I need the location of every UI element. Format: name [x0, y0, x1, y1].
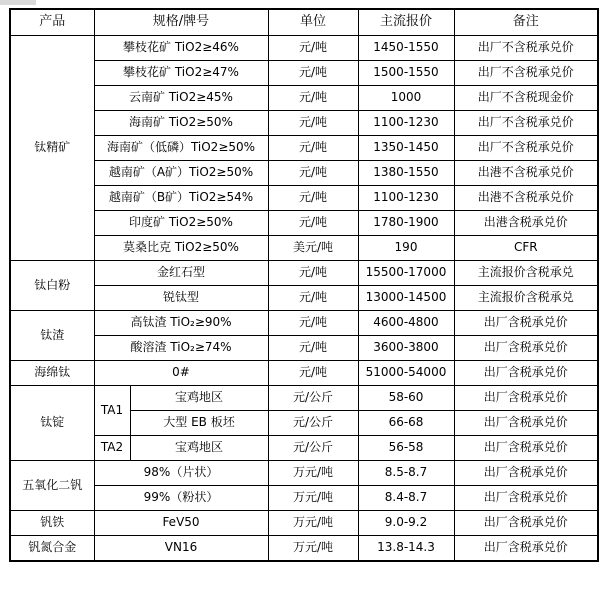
- price-table: [9, 8, 599, 562]
- price-cell: 58-60: [358, 386, 454, 411]
- table-row: [10, 486, 598, 511]
- col-header-remark: 备注: [454, 9, 598, 36]
- remark-cell: 主流报价含税承兑: [454, 261, 598, 286]
- unit-cell: 元/公斤: [268, 436, 358, 461]
- table-row: [10, 286, 598, 311]
- unit-cell: 元/吨: [268, 336, 358, 361]
- spec-cell: 莫桑比克 TiO2≥50%: [94, 236, 268, 261]
- spec-cell: 云南矿 TiO2≥45%: [94, 86, 268, 111]
- remark-cell: 出港不含税承兑价: [454, 161, 598, 186]
- product-cell: 钛精矿: [10, 36, 94, 261]
- table-row: [10, 511, 598, 536]
- remark-cell: 出厂含税承兑价: [454, 361, 598, 386]
- spec-cell: 金红石型: [94, 261, 268, 286]
- price-cell: 15500-17000: [358, 261, 454, 286]
- spec-cell: VN16: [94, 536, 268, 562]
- col-header-spec: 规格/牌号: [94, 9, 268, 36]
- col-header-price: 主流报价: [358, 9, 454, 36]
- remark-cell: 出厂含税承兑价: [454, 486, 598, 511]
- spec-cell: 高钛渣 TiO₂≥90%: [94, 311, 268, 336]
- remark-cell: 出厂含税承兑价: [454, 411, 598, 436]
- corner-artifact: [0, 0, 36, 5]
- unit-cell: 元/吨: [268, 136, 358, 161]
- unit-cell: 美元/吨: [268, 236, 358, 261]
- unit-cell: 万元/吨: [268, 486, 358, 511]
- spec-cell: 大型 EB 板坯: [130, 411, 268, 436]
- spec-cell: 攀枝花矿 TiO2≥46%: [94, 36, 268, 61]
- unit-cell: 元/吨: [268, 261, 358, 286]
- remark-cell: 主流报价含税承兑: [454, 286, 598, 311]
- price-cell: 1100-1230: [358, 111, 454, 136]
- price-cell: 1450-1550: [358, 36, 454, 61]
- price-cell: 1380-1550: [358, 161, 454, 186]
- spec-cell: 宝鸡地区: [130, 386, 268, 411]
- product-cell: 钛渣: [10, 311, 94, 361]
- price-cell: 1780-1900: [358, 211, 454, 236]
- table-row: [10, 161, 598, 186]
- table-row: [10, 236, 598, 261]
- remark-cell: 出厂含税承兑价: [454, 311, 598, 336]
- table-row: [10, 36, 598, 61]
- spec-cell: FeV50: [94, 511, 268, 536]
- remark-cell: 出厂不含税现金价: [454, 86, 598, 111]
- table-row: [10, 261, 598, 286]
- remark-cell: 出厂不含税承兑价: [454, 61, 598, 86]
- spec-cell: 0#: [94, 361, 268, 386]
- price-cell: 8.5-8.7: [358, 461, 454, 486]
- table-row: [10, 86, 598, 111]
- spec-cell: 海南矿（低磷）TiO2≥50%: [94, 136, 268, 161]
- unit-cell: 元/吨: [268, 61, 358, 86]
- table-row: [10, 136, 598, 161]
- price-cell: 56-58: [358, 436, 454, 461]
- table-row: [10, 361, 598, 386]
- unit-cell: 元/吨: [268, 161, 358, 186]
- table-row: [10, 211, 598, 236]
- unit-cell: 元/吨: [268, 86, 358, 111]
- price-cell: 9.0-9.2: [358, 511, 454, 536]
- table-row: [10, 186, 598, 211]
- remark-cell: 出港不含税承兑价: [454, 186, 598, 211]
- table-row: [10, 536, 598, 562]
- unit-cell: 元/吨: [268, 36, 358, 61]
- spec-cell: 越南矿（B矿）TiO2≥54%: [94, 186, 268, 211]
- grade-cell: TA2: [94, 436, 130, 461]
- price-cell: 66-68: [358, 411, 454, 436]
- spec-cell: 99%（粉状）: [94, 486, 268, 511]
- unit-cell: 元/公斤: [268, 386, 358, 411]
- col-header-product: 产品: [10, 9, 94, 36]
- unit-cell: 元/吨: [268, 211, 358, 236]
- unit-cell: 元/吨: [268, 111, 358, 136]
- price-cell: 4600-4800: [358, 311, 454, 336]
- remark-cell: 出港含税承兑价: [454, 211, 598, 236]
- remark-cell: 出厂含税承兑价: [454, 511, 598, 536]
- spec-cell: 海南矿 TiO2≥50%: [94, 111, 268, 136]
- spec-cell: 酸溶渣 TiO₂≥74%: [94, 336, 268, 361]
- table-row: [10, 336, 598, 361]
- spec-cell: 98%（片状）: [94, 461, 268, 486]
- spec-cell: 攀枝花矿 TiO2≥47%: [94, 61, 268, 86]
- unit-cell: 元/吨: [268, 186, 358, 211]
- product-cell: 钛白粉: [10, 261, 94, 311]
- unit-cell: 元/吨: [268, 286, 358, 311]
- unit-cell: 万元/吨: [268, 511, 358, 536]
- table-row: [10, 461, 598, 486]
- spec-cell: 印度矿 TiO2≥50%: [94, 211, 268, 236]
- unit-cell: 万元/吨: [268, 536, 358, 562]
- price-cell: 51000-54000: [358, 361, 454, 386]
- product-cell: 海绵钛: [10, 361, 94, 386]
- remark-cell: CFR: [454, 236, 598, 261]
- unit-cell: 元/吨: [268, 311, 358, 336]
- product-cell: 钒氮合金: [10, 536, 94, 562]
- spec-cell: 锐钛型: [94, 286, 268, 311]
- spec-cell: 越南矿（A矿）TiO2≥50%: [94, 161, 268, 186]
- table-row: [10, 61, 598, 86]
- remark-cell: 出厂含税承兑价: [454, 336, 598, 361]
- product-cell: 钒铁: [10, 511, 94, 536]
- remark-cell: 出厂不含税承兑价: [454, 36, 598, 61]
- product-cell: 五氧化二钒: [10, 461, 94, 511]
- remark-cell: 出厂含税承兑价: [454, 461, 598, 486]
- price-cell: 1100-1230: [358, 186, 454, 211]
- price-cell: 1500-1550: [358, 61, 454, 86]
- product-cell: 钛锭: [10, 386, 94, 461]
- price-cell: 13000-14500: [358, 286, 454, 311]
- price-cell: 1350-1450: [358, 136, 454, 161]
- price-cell: 3600-3800: [358, 336, 454, 361]
- table-row: [10, 111, 598, 136]
- remark-cell: 出厂不含税承兑价: [454, 111, 598, 136]
- grade-cell: TA1: [94, 386, 130, 436]
- price-cell: 1000: [358, 86, 454, 111]
- price-cell: 190: [358, 236, 454, 261]
- unit-cell: 元/吨: [268, 361, 358, 386]
- remark-cell: 出厂含税承兑价: [454, 436, 598, 461]
- table-row: [10, 311, 598, 336]
- spec-cell: 宝鸡地区: [130, 436, 268, 461]
- remark-cell: 出厂含税承兑价: [454, 536, 598, 562]
- remark-cell: 出厂含税承兑价: [454, 386, 598, 411]
- unit-cell: 元/公斤: [268, 411, 358, 436]
- table-row: [10, 386, 598, 411]
- col-header-unit: 单位: [268, 9, 358, 36]
- price-cell: 8.4-8.7: [358, 486, 454, 511]
- remark-cell: 出厂不含税承兑价: [454, 136, 598, 161]
- unit-cell: 万元/吨: [268, 461, 358, 486]
- header-row: [10, 9, 598, 36]
- table-row: [10, 436, 598, 461]
- price-cell: 13.8-14.3: [358, 536, 454, 562]
